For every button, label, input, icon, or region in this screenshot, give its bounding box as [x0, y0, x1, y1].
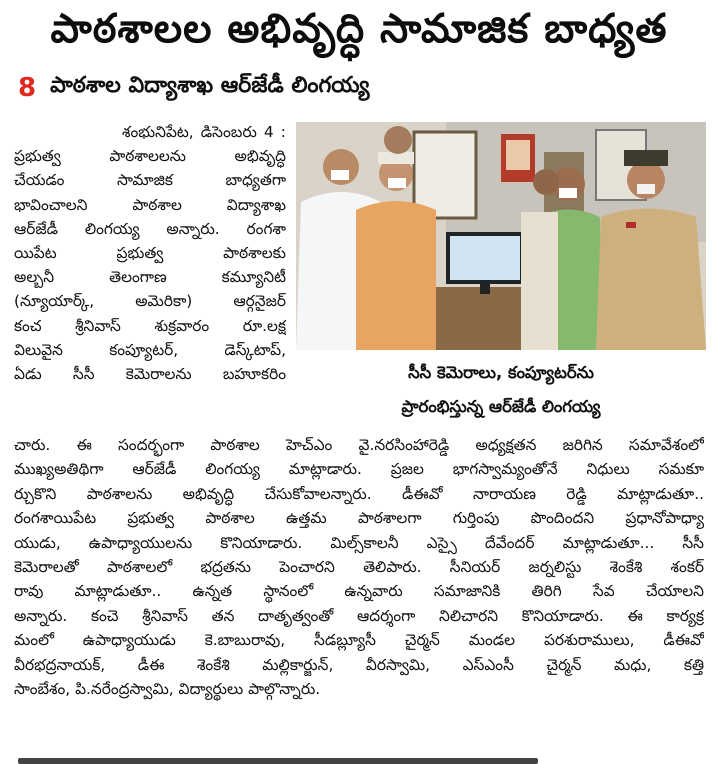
text-line: ప్రభుత్వ పాఠశాలలను అభివృద్ధి — [14, 147, 286, 166]
headline: పాఠశాలల అభివృద్ధి సామాజిక బాధ్యత — [50, 6, 668, 52]
photo-caption — [296, 356, 706, 424]
article-body — [14, 433, 704, 701]
subheadline-row — [18, 70, 369, 106]
text-line: అల్బనీ తెలంగాణ కమ్యూనిటీ — [14, 268, 286, 287]
text-line: ర్చుకొని పాఠశాలను అభివృద్ధి చేసుకోవాలన్నారు. డీఈవో నారాయణ రెడ్డి మాట్లాడుతూ.. — [14, 484, 704, 503]
text-line: యిపేట ప్రభుత్వ పాఠశాలకు — [14, 244, 286, 263]
left-column-text — [14, 120, 286, 386]
text-line: మంలో ఉపాధ్యాయుడు కె.బాబురావు, సీడబ్ల్యూసీ చైర్మన్ మండల పరశురాములు, డీఈవో — [14, 631, 704, 650]
text-line: రావు మాట్లాడుతూ.. ఉన్నత స్థానంలో ఉన్నవారు సమాజానికి తిరిగి సేవ చేయాలని — [14, 582, 704, 601]
news-photo — [296, 122, 706, 428]
text-line: చేయడం సామాజిక బాధ్యతగా — [14, 171, 286, 190]
caption-line: సీసీ కెమెరాలు, కంప్యూటర్‌ను — [408, 363, 594, 382]
text-line: సాంబేశం, పి.నరేంద్రస్వామి, విద్యార్థులు పాల్గొన్నారు. — [14, 680, 321, 699]
text-line: విలువైన కంప్యూటర్, డెస్క్‌టాప్, — [14, 340, 286, 359]
caption-line: ప్రారంభిస్తున్న ఆర్‌జేడీ లింగయ్య — [401, 397, 601, 416]
text-line: ఆర్‌జేడీ లింగయ్య అన్నారు. రంగశా — [14, 219, 286, 238]
text-line: కెమెరాలతో పాఠశాలలో భద్రతను పెంచారని తెలిపారు. సీనియర్ జర్నలిస్టు శెంకేశి శంకర్ — [14, 558, 704, 577]
photo-image — [296, 122, 706, 350]
section-number: 8 — [18, 73, 37, 103]
text-line: అన్నారు. కంచె శ్రీనివాస్ తన దాతృత్వంతో ఆదర్శంగా నిలిచారని కొనియాడారు. ఈ కార్యక్ర — [14, 606, 704, 625]
next-article-cutoff — [18, 748, 698, 764]
text-line: చారు. ఈ సందర్భంగా పాఠశాల హెచ్‌ఎం వై.నరసింహారెడ్డి అధ్యక్షతన జరిగిన సమావేశంలో — [14, 436, 704, 454]
text-line: ముఖ్యఅతిథిగా ఆర్‌జేడీ లింగయ్య మాట్లాడారు. ప్రజల భాగస్వామ్యంతోనే నిధులు సమకూ — [14, 460, 704, 479]
text-line: కంచ శ్రీనివాస్ శుక్రవారం రూ.లక్ష — [14, 316, 286, 335]
photo-illustration — [296, 122, 706, 350]
text-line: భావించాలని పాఠశాల విద్యాశాఖ — [14, 195, 286, 214]
text-line: రంగశాయిపేట ప్రభుత్వ పాఠశాల ఉత్తమ పాఠశాలగా గుర్తింపు పొందిందని ప్రధానోపాధ్యా — [14, 509, 704, 528]
text-line: (న్యూయార్క్, అమెరికా) ఆర్గనైజర్ — [14, 292, 286, 311]
text-line: ఏడు సీసీ కెమెరాలను బహూకరిం — [14, 365, 286, 384]
subheadline: పాఠశాల విద్యాశాఖ ఆర్‌జేడీ లింగయ్య — [50, 73, 370, 98]
text-line: వీరభద్రనాయక్, డీఈ శెంకేశి మల్లికార్జున్, వీరస్వామి, ఎస్‌ఎంసీ చైర్మన్ మధు, కత్తి — [14, 655, 704, 674]
text-line: శంభునిపేట, డిసెంబరు 4 : — [122, 123, 286, 141]
text-line: యుడు, ఉపాధ్యాయులను కొనియాడారు. మిల్స్‌కాలనీ ఎస్సై దేవేందర్ మాట్లాడుతూ... సీసీ — [14, 533, 704, 552]
